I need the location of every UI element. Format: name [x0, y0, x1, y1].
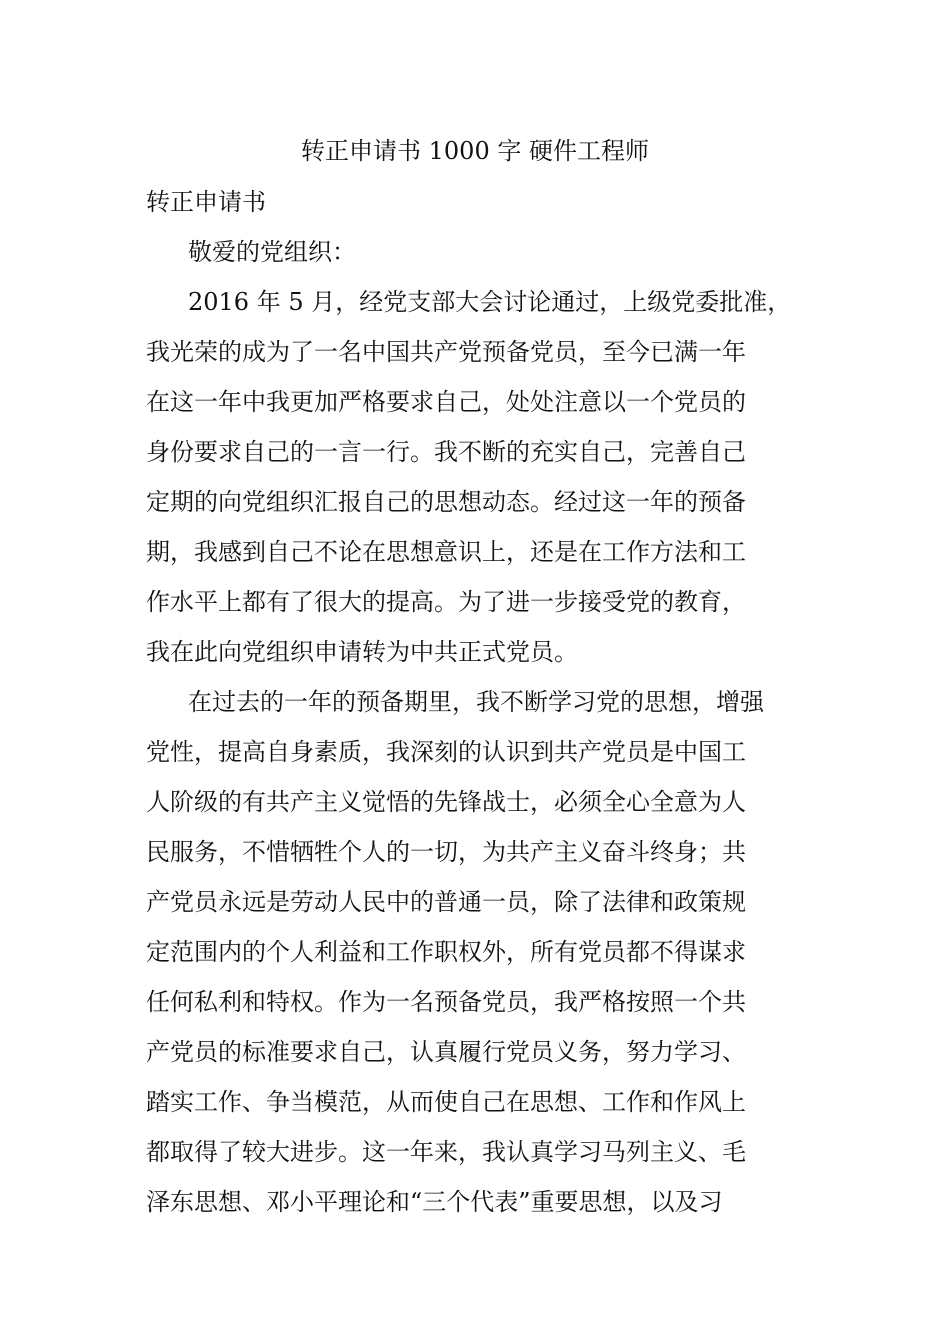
paragraph-line: 2016 年 5 月，经党支部大会讨论通过，上级党委批准， [188, 288, 792, 316]
paragraph-line: 我在此向党组织申请转为中共正式党员。 [146, 638, 578, 666]
paragraph-line: 定范围内的个人利益和工作职权外，所有党员都不得谋求 [146, 938, 746, 966]
paragraph-line: 期，我感到自己不论在思想意识上，还是在工作方法和工 [146, 538, 746, 566]
paragraph-line: 人阶级的有共产主义觉悟的先锋战士，必须全心全意为人 [146, 788, 746, 816]
paragraph-line: 民服务，不惜牺牲个人的一切，为共产主义奋斗终身；共 [146, 838, 746, 866]
paragraph-line: 任何私利和特权。作为一名预备党员，我严格按照一个共 [146, 988, 746, 1016]
paragraph-line: 作水平上都有了很大的提高。为了进一步接受党的教育， [146, 588, 746, 616]
paragraph-line: 踏实工作、争当模范，从而使自己在思想、工作和作风上 [146, 1088, 746, 1116]
document-heading: 转正申请书 [146, 188, 266, 216]
paragraph-line: 泽东思想、邓小平理论和“三个代表”重要思想，以及习 [146, 1188, 723, 1216]
paragraph-line: 都取得了较大进步。这一年来，我认真学习马列主义、毛 [146, 1138, 746, 1166]
paragraph-line: 在这一年中我更加严格要求自己，处处注意以一个党员的 [146, 388, 746, 416]
paragraph-line: 身份要求自己的一言一行。我不断的充实自己，完善自己 [146, 438, 746, 466]
paragraph-line: 定期的向党组织汇报自己的思想动态。经过这一年的预备 [146, 488, 746, 516]
salutation: 敬爱的党组织： [188, 238, 356, 266]
paragraph-line: 产党员永远是劳动人民中的普通一员，除了法律和政策规 [146, 888, 746, 916]
paragraph-line: 党性，提高自身素质，我深刻的认识到共产党员是中国工 [146, 738, 746, 766]
paragraph-line: 我光荣的成为了一名中国共产党预备党员，至今已满一年 [146, 338, 746, 366]
paragraph-line: 在过去的一年的预备期里，我不断学习党的思想，增强 [188, 688, 764, 716]
document-title: 转正申请书 1000 字 硬件工程师 [301, 137, 649, 165]
paragraph-line: 产党员的标准要求自己，认真履行党员义务，努力学习、 [146, 1038, 746, 1066]
